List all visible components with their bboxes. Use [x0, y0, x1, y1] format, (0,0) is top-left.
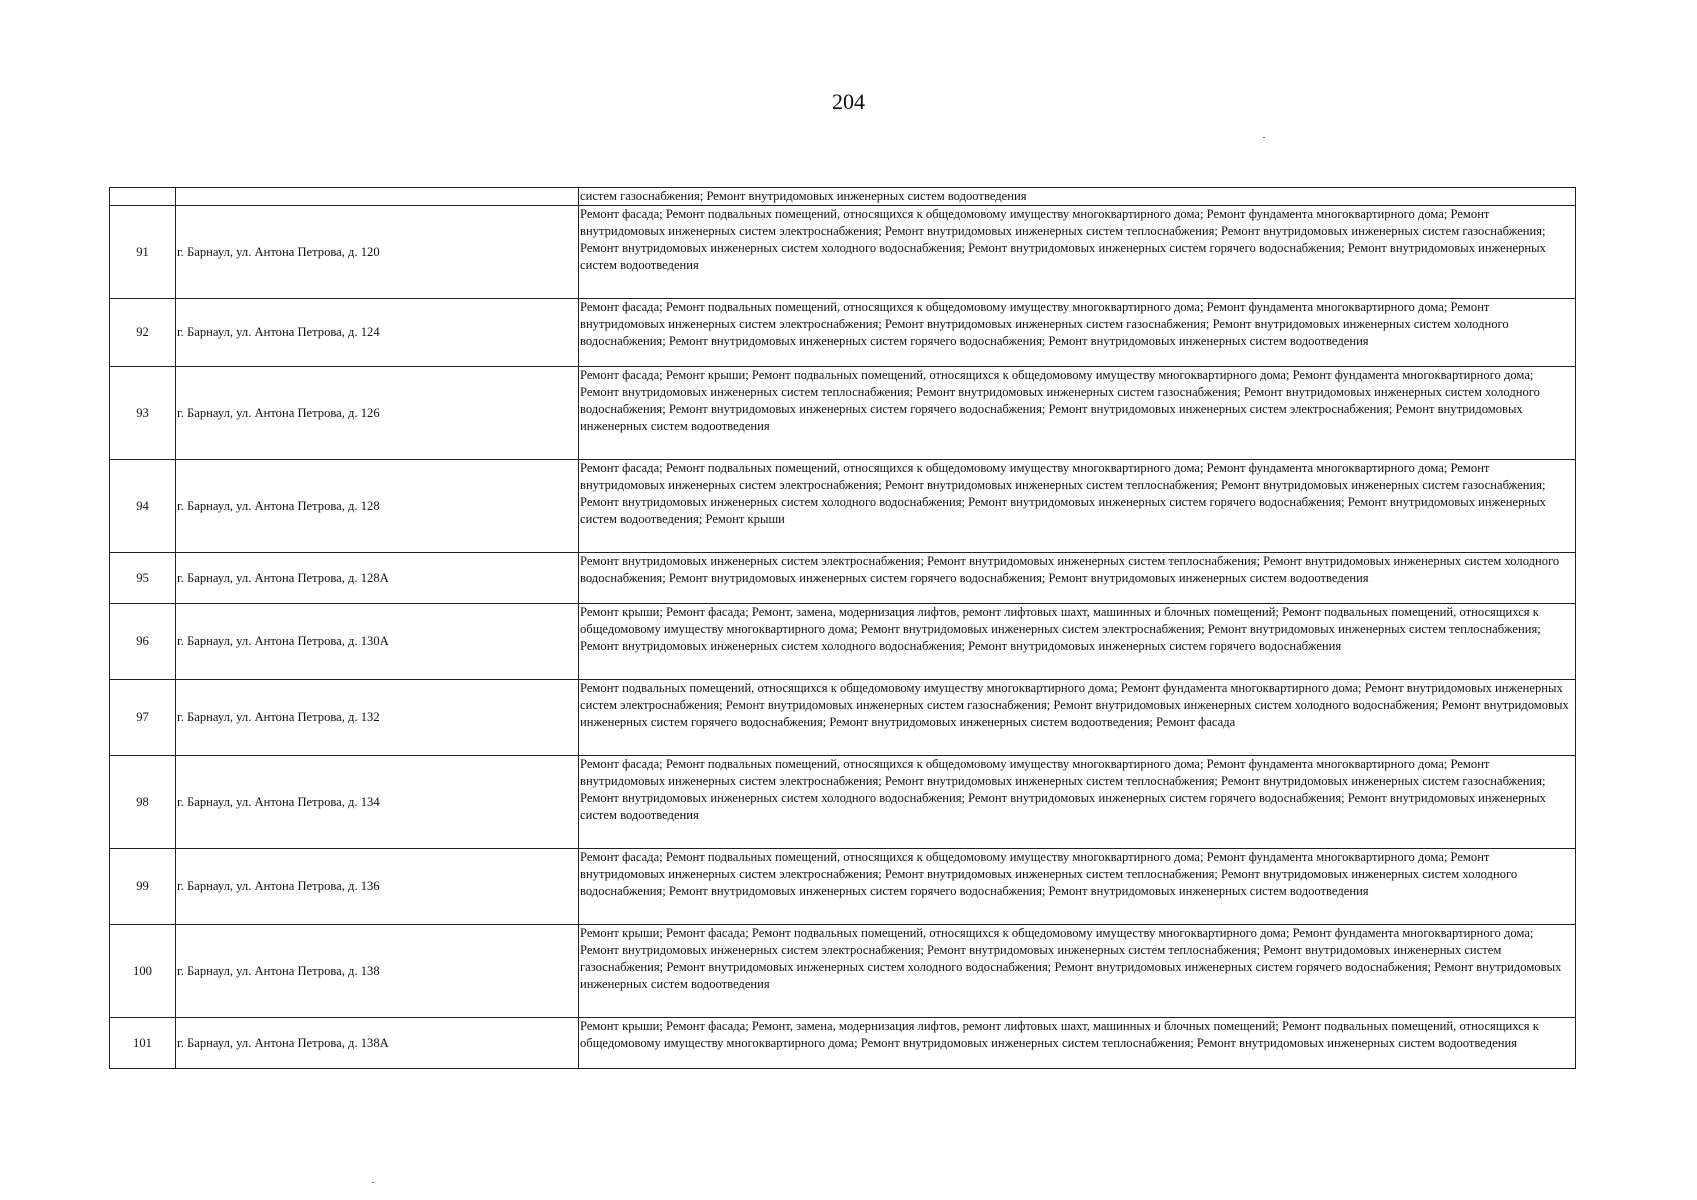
table-row — [110, 925, 1576, 1018]
table-row — [110, 188, 1576, 206]
row-number: 92 — [110, 299, 176, 367]
table-row — [110, 849, 1576, 925]
table-row — [110, 460, 1576, 553]
table-row — [110, 299, 1576, 367]
row-address: г. Барнаул, ул. Антона Петрова, д. 124 — [176, 299, 579, 367]
row-works: Ремонт фасада; Ремонт подвальных помещений, относящихся к общедомовому имуществу многоквартирного дома; Ремонт фундамента многоквартирного дома; Ремонт внутридомовых инженерных систем электроснабжения; Ремонт внутридомовых инженерных систем теплоснабжения; Ремонт внутридомовых инженерных систем газоснабжения; Ремонт внутридомовых инженерных систем холодного водоснабжения; Ремонт внутридомовых инженерных систем горячего водоснабжения; Ремонт внутридомовых инженерных систем водоотведения — [579, 206, 1576, 299]
repair-works-table — [109, 187, 1576, 1069]
row-works: Ремонт подвальных помещений, относящихся к общедомовому имуществу многоквартирного дома; Ремонт фундамента многоквартирного дома; Ремонт внутридомовых инженерных систем электроснабжения; Ремонт внутридомовых инженерных систем газоснабжения; Ремонт внутридомовых инженерных систем холодного водоснабжения; Ремонт внутридомовых инженерных систем горячего водоснабжения; Ремонт внутридомовых инженерных систем водоотведения; Ремонт фасада — [579, 680, 1576, 756]
row-address: г. Барнаул, ул. Антона Петрова, д. 126 — [176, 367, 579, 460]
row-works: Ремонт фасада; Ремонт подвальных помещений, относящихся к общедомовому имуществу многоквартирного дома; Ремонт фундамента многоквартирного дома; Ремонт внутридомовых инженерных систем электроснабжения; Ремонт внутридомовых инженерных систем теплоснабжения; Ремонт внутридомовых инженерных систем газоснабжения; Ремонт внутридомовых инженерных систем холодного водоснабжения; Ремонт внутридомовых инженерных систем горячего водоснабжения; Ремонт внутридомовых инженерных систем водоотведения; Ремонт крыши — [579, 460, 1576, 553]
row-number: 99 — [110, 849, 176, 925]
row-works: Ремонт внутридомовых инженерных систем электроснабжения; Ремонт внутридомовых инженерных систем теплоснабжения; Ремонт внутридомовых инженерных систем холодного водоснабжения; Ремонт внутридомовых инженерных систем горячего водоснабжения; Ремонт внутридомовых инженерных систем водоотведения — [579, 553, 1576, 604]
table-row — [110, 604, 1576, 680]
table-row — [110, 1018, 1576, 1069]
row-address: г. Барнаул, ул. Антона Петрова, д. 128А — [176, 553, 579, 604]
row-number: 94 — [110, 460, 176, 553]
row-number: 101 — [110, 1018, 176, 1069]
page-number: 204 — [832, 89, 865, 114]
row-works: Ремонт фасада; Ремонт крыши; Ремонт подвальных помещений, относящихся к общедомовому имуществу многоквартирного дома; Ремонт фундамента многоквартирного дома; Ремонт внутридомовых инженерных систем теплоснабжения; Ремонт внутридомовых инженерных систем газоснабжения; Ремонт внутридомовых инженерных систем холодного водоснабжения; Ремонт внутридомовых инженерных систем горячего водоснабжения; Ремонт внутридомовых инженерных систем электроснабжения; Ремонт внутридомовых инженерных систем водоотведения — [579, 367, 1576, 460]
row-works: Ремонт крыши; Ремонт фасада; Ремонт, замена, модернизация лифтов, ремонт лифтовых шахт, машинных и блочных помещений; Ремонт подвальных помещений, относящихся к общедомовому имуществу многоквартирного дома; Ремонт внутридомовых инженерных систем теплоснабжения; Ремонт внутридомовых инженерных систем водоотведения — [579, 1018, 1576, 1069]
row-number: 93 — [110, 367, 176, 460]
row-address: г. Барнаул, ул. Антона Петрова, д. 138А — [176, 1018, 579, 1069]
row-address: г. Барнаул, ул. Антона Петрова, д. 120 — [176, 206, 579, 299]
row-number: 97 — [110, 680, 176, 756]
table-row — [110, 206, 1576, 299]
table-row — [110, 756, 1576, 849]
row-number: 91 — [110, 206, 176, 299]
row-works: Ремонт фасада; Ремонт подвальных помещений, относящихся к общедомовому имуществу многоквартирного дома; Ремонт фундамента многоквартирного дома; Ремонт внутридомовых инженерных систем электроснабжения; Ремонт внутридомовых инженерных систем теплоснабжения; Ремонт внутридомовых инженерных систем газоснабжения; Ремонт внутридомовых инженерных систем холодного водоснабжения; Ремонт внутридомовых инженерных систем горячего водоснабжения; Ремонт внутридомовых инженерных систем водоотведения — [579, 756, 1576, 849]
row-address: г. Барнаул, ул. Антона Петрова, д. 128 — [176, 460, 579, 553]
row-number — [110, 188, 176, 206]
row-number: 98 — [110, 756, 176, 849]
row-works: Ремонт фасада; Ремонт подвальных помещений, относящихся к общедомовому имуществу многоквартирного дома; Ремонт фундамента многоквартирного дома; Ремонт внутридомовых инженерных систем электроснабжения; Ремонт внутридомовых инженерных систем газоснабжения; Ремонт внутридомовых инженерных систем холодного водоснабжения; Ремонт внутридомовых инженерных систем горячего водоснабжения; Ремонт внутридомовых инженерных систем водоотведения — [579, 299, 1576, 367]
table-row — [110, 367, 1576, 460]
row-number: 96 — [110, 604, 176, 680]
row-works: систем газоснабжения; Ремонт внутридомовых инженерных систем водоотведения — [579, 188, 1576, 206]
table-row — [110, 680, 1576, 756]
table-body — [110, 188, 1576, 1069]
table-row — [110, 553, 1576, 604]
row-number: 95 — [110, 553, 176, 604]
row-address — [176, 188, 579, 206]
row-address: г. Барнаул, ул. Антона Петрова, д. 132 — [176, 680, 579, 756]
row-address: г. Барнаул, ул. Антона Петрова, д. 138 — [176, 925, 579, 1018]
scan-speck — [1263, 137, 1265, 138]
row-works: Ремонт крыши; Ремонт фасада; Ремонт, замена, модернизация лифтов, ремонт лифтовых шахт, машинных и блочных помещений; Ремонт подвальных помещений, относящихся к общедомовому имуществу многоквартирного дома; Ремонт внутридомовых инженерных систем электроснабжения; Ремонт внутридомовых инженерных систем теплоснабжения; Ремонт внутридомовых инженерных систем холодного водоснабжения; Ремонт внутридомовых инженерных систем горячего водоснабжения — [579, 604, 1576, 680]
row-address: г. Барнаул, ул. Антона Петрова, д. 134 — [176, 756, 579, 849]
row-address: г. Барнаул, ул. Антона Петрова, д. 136 — [176, 849, 579, 925]
scan-speck — [372, 1182, 374, 1183]
row-number: 100 — [110, 925, 176, 1018]
row-works: Ремонт крыши; Ремонт фасада; Ремонт подвальных помещений, относящихся к общедомовому имуществу многоквартирного дома; Ремонт фундамента многоквартирного дома; Ремонт внутридомовых инженерных систем электроснабжения; Ремонт внутридомовых инженерных систем теплоснабжения; Ремонт внутридомовых инженерных систем газоснабжения; Ремонт внутридомовых инженерных систем холодного водоснабжения; Ремонт внутридомовых инженерных систем горячего водоснабжения; Ремонт внутридомовых инженерных систем водоотведения — [579, 925, 1576, 1018]
row-works: Ремонт фасада; Ремонт подвальных помещений, относящихся к общедомовому имуществу многоквартирного дома; Ремонт фундамента многоквартирного дома; Ремонт внутридомовых инженерных систем электроснабжения; Ремонт внутридомовых инженерных систем теплоснабжения; Ремонт внутридомовых инженерных систем холодного водоснабжения; Ремонт внутридомовых инженерных систем горячего водоснабжения; Ремонт внутридомовых инженерных систем водоотведения — [579, 849, 1576, 925]
row-address: г. Барнаул, ул. Антона Петрова, д. 130А — [176, 604, 579, 680]
